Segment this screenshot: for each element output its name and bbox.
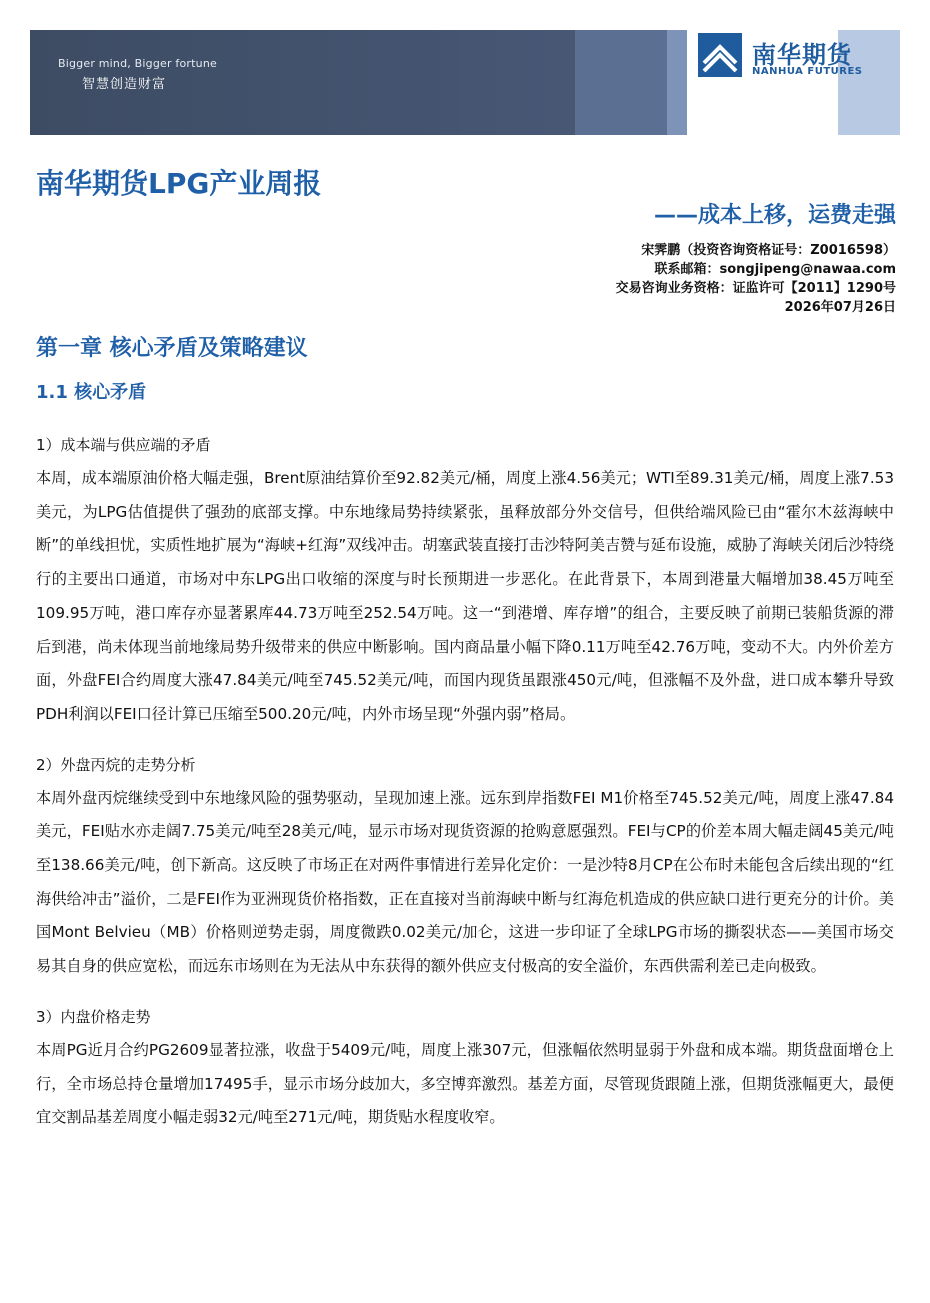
license-info: 交易咨询业务资格：证监许可【2011】1290号	[615, 281, 896, 296]
logo-text-english: NANHUA FUTURES	[752, 66, 863, 77]
report-date: 2026年07月26日	[784, 300, 896, 315]
author-email: 联系邮箱：songjipeng@nawaa.com	[654, 262, 896, 277]
chapter-heading: 第一章 核心矛盾及策略建议	[36, 336, 308, 361]
slogan-english: Bigger mind, Bigger fortune	[58, 57, 217, 70]
paragraph-external-propane: 本周外盘丙烷继续受到中东地缘风险的强势驱动，呈现加速上涨。远东到岸指数FEI M1价格至745.52美元/吨，周度上涨47.84美元，FEI贴水亦走阔7.75美元/吨至28美元/吨，显示市场对现货资源的抢购意愿强烈。FEI与CP的价差本周大幅走阔45美元/吨至138.66美元/吨，创下新高。这反映了市场正在对两件事情进行差异化定价：一是沙特8月CP在公布时未能包含后续出现的“红海供给冲击”溢价，二是FEI作为亚洲现货价格指数，正在直接对当前海峡中断与红海危机造成的供应缺口进行更充分的计价。美国Mont Belvieu（MB）价格则逆势走弱，周度微跌0.02美元/加仑，这进一步印证了全球LPG市场的撕裂状态——美国市场交易其自身的供应宽松，而远东市场则在为无法从中东获得的额外供应支付极高的安全溢价，东西供需利差已走向极致。	[36, 788, 894, 976]
document-subtitle: ——成本上移，运费走强	[653, 203, 896, 228]
author-info	[616, 241, 896, 317]
subsection-heading-domestic-price: 3）内盘价格走势	[36, 1007, 151, 1026]
subsection-heading-cost-supply: 1）成本端与供应端的矛盾	[36, 436, 211, 454]
banner-band	[575, 30, 667, 135]
logo-text-chinese: 南华期货	[752, 41, 852, 69]
paragraph-cost-supply: 本周，成本端原油价格大幅走强，Brent原油结算价至92.82美元/桶，周度上涨4.56美元；WTI至89.31美元/桶，周度上涨7.53美元，为LPG估值提供了强劲的底部支撑。中东地缘局势持续紧张，虽释放部分外交信号，但供给端风险已由“霍尔木兹海峡中断”的单线担忧，实质性地扩展为“海峡+红海”双线冲击。胡塞武装直接打击沙特阿美吉赞与延布设施，威胁了海峡关闭后沙特绕行的主要出口通道，市场对中东LPG出口收缩的深度与时长预期进一步恶化。在此背景下，本周到港量大幅增加38.45万吨至109.95万吨，港口库存亦显著累库44.73万吨至252.54万吨。这一“到港增、库存增”的组合，主要反映了前期已装船货源的滞后到港，尚未体现当前地缘局势升级带来的供应中断影响。国内商品量小幅下降0.11万吨至42.76万吨，变动不大。内外价差方面，外盘FEI合约周度大涨47.84美元/吨至745.52美元/吨，而国内现货虽跟涨450元/吨，但涨幅不及外盘，进口成本攀升导致PDH利润以FEI口径计算已压缩至500.20元/吨，内外市场呈现“外强内弱”格局。	[36, 469, 894, 723]
slogan-chinese: 智慧创造财富	[82, 77, 167, 92]
nanhua-logo-icon	[698, 33, 742, 77]
paragraph-domestic-price: 本周PG近月合约PG2609显著拉涨，收盘于5409元/吨，周度上涨307元，但涨幅依然明显弱于外盘和成本端。期货盘面增仓上行，全市场总持仓量增加17495手，显示市场分歧加大，多空博弈激烈。基差方面，尽管现货跟随上涨，但期货涨幅更大，最便宜交割品基差周度小幅走弱32元/吨至271元/吨，期货贴水程度收窄。	[36, 1040, 894, 1127]
banner-band-light	[667, 30, 687, 135]
document-title: 南华期货LPG产业周报	[36, 167, 322, 200]
subsection-heading-external-propane: 2）外盘丙烷的走势分析	[36, 755, 196, 774]
report-body	[36, 428, 894, 1151]
section-heading: 1.1 核心矛盾	[36, 382, 147, 403]
author-name: 宋霁鹏（投资咨询资格证号：Z0016598）	[641, 243, 896, 258]
